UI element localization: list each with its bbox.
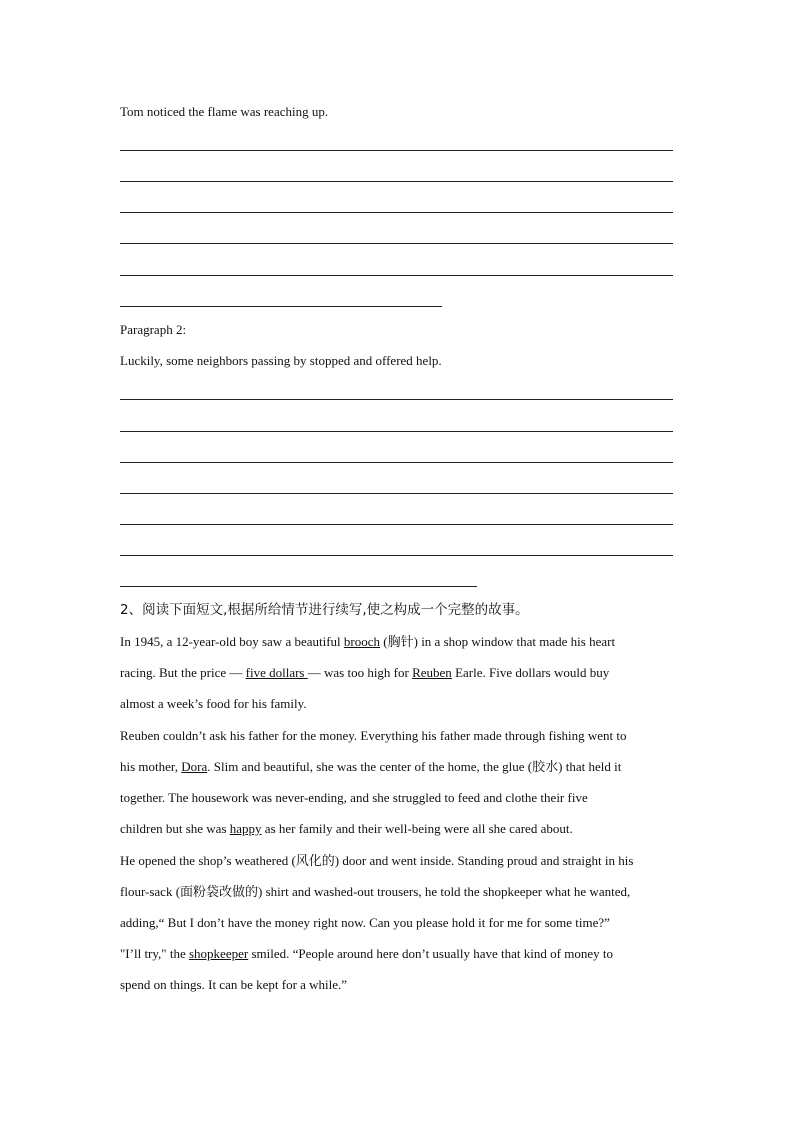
underlined-word: Reuben — [412, 665, 452, 680]
passage-line: racing. But the price — five dollars — was too high for Reuben Earle. Five dollars would buy — [120, 665, 610, 680]
passage-line: spend on things. It can be kept for a while.” — [120, 977, 348, 992]
underlined-word: Dora — [181, 759, 208, 774]
passage-line: children but she was happy as her family and their well-being were all she cared about. — [120, 821, 573, 836]
writing-line[interactable] — [120, 212, 673, 213]
underlined-word: shopkeeper — [188, 946, 249, 961]
writing-line[interactable] — [120, 493, 673, 494]
passage-line: together. The housework was never-ending, and she struggled to feed and clothe their five — [120, 790, 588, 805]
underlined-word: brooch — [343, 634, 381, 649]
writing-line-short[interactable] — [120, 586, 477, 587]
task-instruction: 2、阅读下面短文,根据所给情节进行续写,使之构成一个完整的故事。 — [120, 602, 529, 618]
underlined-word: happy — [229, 821, 262, 836]
writing-line[interactable] — [120, 524, 673, 525]
writing-line[interactable] — [120, 399, 673, 400]
passage-line: his mother, Dora. Slim and beautiful, she was the center of the home, the glue (胶水) that held it — [120, 759, 622, 774]
passage-line: He opened the shop’s weathered (风化的) door and went inside. Standing proud and straight in his — [120, 853, 634, 868]
prompt-sentence-2: Luckily, some neighbors passing by stopped and offered help. — [120, 353, 442, 368]
writing-line[interactable] — [120, 243, 673, 244]
passage-line: flour-sack (面粉袋改做的) shirt and washed-out trousers, he told the shopkeeper what he wanted, — [120, 884, 631, 899]
paragraph-heading: Paragraph 2: — [120, 322, 187, 337]
underlined-word: five dollars — [245, 665, 308, 680]
writing-line[interactable] — [120, 431, 673, 432]
writing-line-short[interactable] — [120, 306, 442, 307]
writing-line[interactable] — [120, 462, 673, 463]
passage-line: Reuben couldn’t ask his father for the money. Everything his father made through fishing went to — [120, 728, 627, 743]
passage-line: In 1945, a 12-year-old boy saw a beautiful brooch (胸针) in a shop window that made his heart — [120, 634, 616, 649]
writing-line[interactable] — [120, 181, 673, 182]
writing-line[interactable] — [120, 150, 673, 151]
prompt-sentence-1: Tom noticed the flame was reaching up. — [120, 104, 329, 119]
passage-line: "I’ll try," the shopkeeper smiled. “People around here don’t usually have that kind of money to — [120, 946, 613, 961]
passage-line: adding,“ But I don’t have the money right now. Can you please hold it for me for some time?” — [120, 915, 610, 930]
passage-line: almost a week’s food for his family. — [120, 696, 307, 711]
writing-line[interactable] — [120, 555, 673, 556]
writing-line[interactable] — [120, 275, 673, 276]
